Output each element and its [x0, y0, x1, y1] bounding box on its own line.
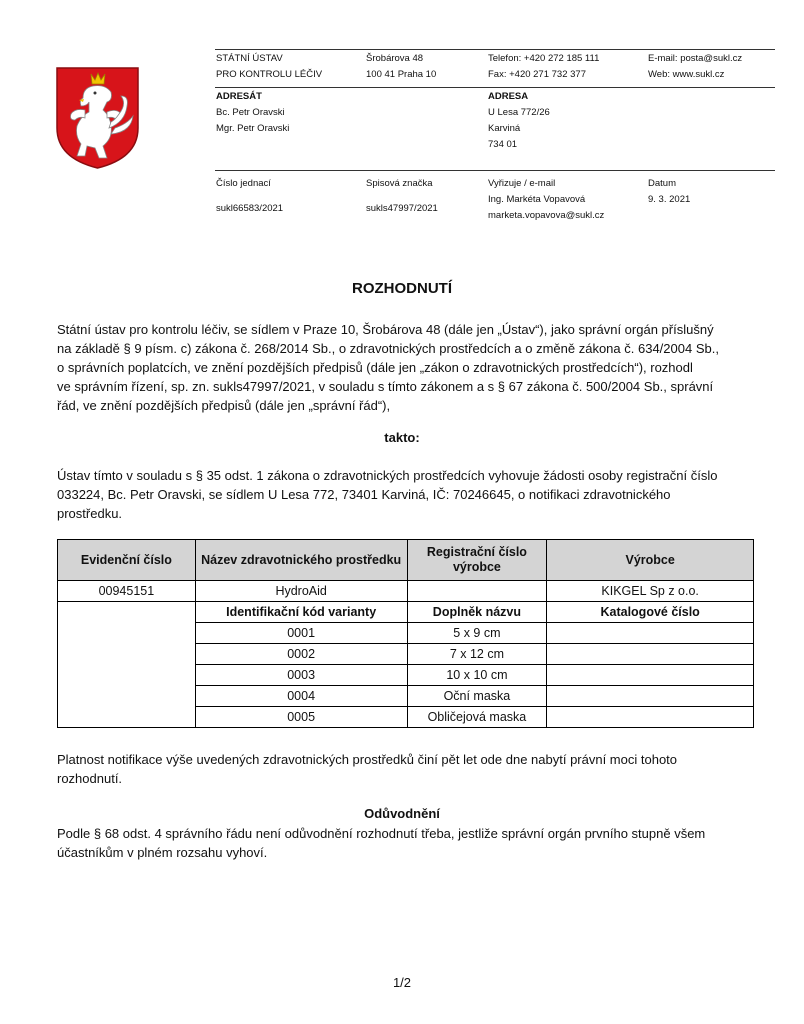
address-label: ADRESA — [488, 91, 529, 102]
variant-name-cell: 10 x 10 cm — [407, 665, 547, 686]
header-evidence-number: Evidenční číslo — [58, 540, 196, 581]
file-mark: sukls47997/2021 — [366, 203, 438, 214]
empty-cell — [58, 602, 196, 728]
date-block — [648, 176, 690, 208]
text-line: Státní ústav pro kontrolu léčiv, se sídlem v Praze 10, Šrobárova 48 (dále jen „Ústav“), jako správní orgán příslušný — [57, 322, 714, 337]
handler-label: Vyřizuje / e-mail — [488, 178, 556, 189]
address-city: Karviná — [488, 123, 521, 134]
recipient-block — [216, 89, 289, 137]
email-line: E-mail: posta@sukl.cz — [648, 53, 743, 64]
variant-name-cell: 5 x 9 cm — [407, 623, 547, 644]
recipient-name: Bc. Petr Oravski — [216, 107, 285, 118]
variant-code-cell: 0002 — [195, 644, 407, 665]
institution-line: STÁTNÍ ÚSTAV — [216, 53, 283, 64]
device-name-cell: HydroAid — [195, 581, 407, 602]
file-mark-label: Spisová značka — [366, 178, 433, 189]
date-value: 9. 3. 2021 — [648, 194, 691, 205]
variant-code-cell: 0001 — [195, 623, 407, 644]
subheader-name-suffix: Doplněk názvu — [407, 602, 547, 623]
address-line: 100 41 Praha 10 — [366, 69, 437, 80]
table-subheader-row — [58, 602, 754, 623]
institution-name — [216, 51, 322, 83]
subheader-catalog-number: Katalogové číslo — [547, 602, 754, 623]
variant-catalog-cell — [547, 665, 754, 686]
document-title: ROZHODNUTÍ — [352, 280, 452, 297]
intro-paragraph — [57, 320, 754, 415]
web-line: Web: www.sukl.cz — [648, 69, 725, 80]
reference-number-block — [216, 176, 283, 217]
reference-number: sukl66583/2021 — [216, 203, 284, 214]
header-manufacturer: Výrobce — [547, 540, 754, 581]
handler-name: Ing. Markéta Vopavová — [488, 194, 586, 205]
variant-name-cell: Obličejová maska — [407, 707, 547, 728]
institution-phone — [488, 51, 599, 83]
phone-line: Telefon: +420 272 185 111 — [488, 53, 600, 64]
text-line: Platnost notifikace výše uvedených zdravotnických prostředků činí pět let ode dne nabytí právní moci tohoto — [57, 752, 678, 767]
text-line: prostředku. — [57, 506, 123, 521]
header-rule — [215, 87, 775, 88]
variant-code-cell: 0003 — [195, 665, 407, 686]
address-line: Šrobárova 48 — [366, 53, 424, 64]
validity-paragraph — [57, 750, 754, 788]
manufacturer-cell: KIKGEL Sp z o.o. — [547, 581, 754, 602]
handler-block — [488, 176, 604, 224]
date-label: Datum — [648, 178, 676, 189]
variant-catalog-cell — [547, 686, 754, 707]
takto-heading: takto: — [384, 430, 420, 445]
variant-catalog-cell — [547, 707, 754, 728]
header-rule — [215, 49, 775, 50]
text-line: na základě § 9 písm. c) zákona č. 268/2014 Sb., o zdravotnických prostředcích a o změně zákona č. 634/2004 Sb., — [57, 341, 719, 356]
text-line: ve správním řízení, sp. zn. sukls47997/2021, v souladu s tímto zákonem a s § 67 zákona č. 500/2004 Sb., správní — [57, 379, 714, 394]
reference-number-label: Číslo jednací — [216, 178, 271, 189]
table-row — [58, 581, 754, 602]
institution-address — [366, 51, 436, 83]
variant-catalog-cell — [547, 644, 754, 665]
header-device-name: Název zdravotnického prostředku — [195, 540, 407, 581]
text-line: účastníkům v plném rozsahu vyhoví. — [57, 845, 268, 860]
registration-number-cell — [407, 581, 547, 602]
subheader-variant-code: Identifikační kód varianty — [195, 602, 407, 623]
table-header-row — [58, 540, 754, 581]
device-table — [57, 539, 754, 728]
text-line: rozhodnutí. — [57, 771, 123, 786]
reason-heading: Odůvodnění — [364, 806, 440, 821]
reason-paragraph — [57, 824, 754, 862]
fax-line: Fax: +420 271 732 377 — [488, 69, 586, 80]
recipient-name: Mgr. Petr Oravski — [216, 123, 290, 134]
text-line: o správních poplatcích, ve znění pozdějších předpisů (dále jen „zákon o zdravotnických prostředcích“), rozhodl — [57, 360, 693, 375]
czech-lion-coat-of-arms-icon — [55, 66, 140, 170]
variant-code-cell: 0005 — [195, 707, 407, 728]
header-registration-number: Registrační číslo výrobce — [407, 540, 547, 581]
header-rule — [215, 170, 775, 171]
variant-catalog-cell — [547, 623, 754, 644]
text-line: 033224, Bc. Petr Oravski, se sídlem U Lesa 772, 73401 Karviná, IČ: 70246645, o notifikaci zdravotnického — [57, 487, 671, 502]
address-zip: 734 01 — [488, 139, 518, 150]
variant-code-cell: 0004 — [195, 686, 407, 707]
evidence-number-cell: 00945151 — [58, 581, 196, 602]
text-line: řád, ve znění pozdějších předpisů (dále jen „správní řád“), — [57, 398, 391, 413]
page-number: 1/2 — [392, 975, 412, 990]
text-line: Ústav tímto v souladu s § 35 odst. 1 zákona o zdravotnických prostředcích vyhovuje žádosti osoby registrační číslo — [57, 468, 718, 483]
variant-name-cell: Oční maska — [407, 686, 547, 707]
handler-email: marketa.vopavova@sukl.cz — [488, 210, 605, 221]
variant-name-cell: 7 x 12 cm — [407, 644, 547, 665]
file-mark-block — [366, 176, 438, 217]
institution-line: PRO KONTROLU LÉČIV — [216, 69, 323, 80]
institution-web — [648, 51, 742, 83]
recipient-label: ADRESÁT — [216, 91, 262, 102]
recipient-address-block — [488, 89, 550, 153]
text-line: Podle § 68 odst. 4 správního řádu není odůvodnění rozhodnutí třeba, jestliže správní orgán prvního stupně všem — [57, 826, 706, 841]
decision-paragraph — [57, 466, 754, 523]
address-street: U Lesa 772/26 — [488, 107, 550, 118]
